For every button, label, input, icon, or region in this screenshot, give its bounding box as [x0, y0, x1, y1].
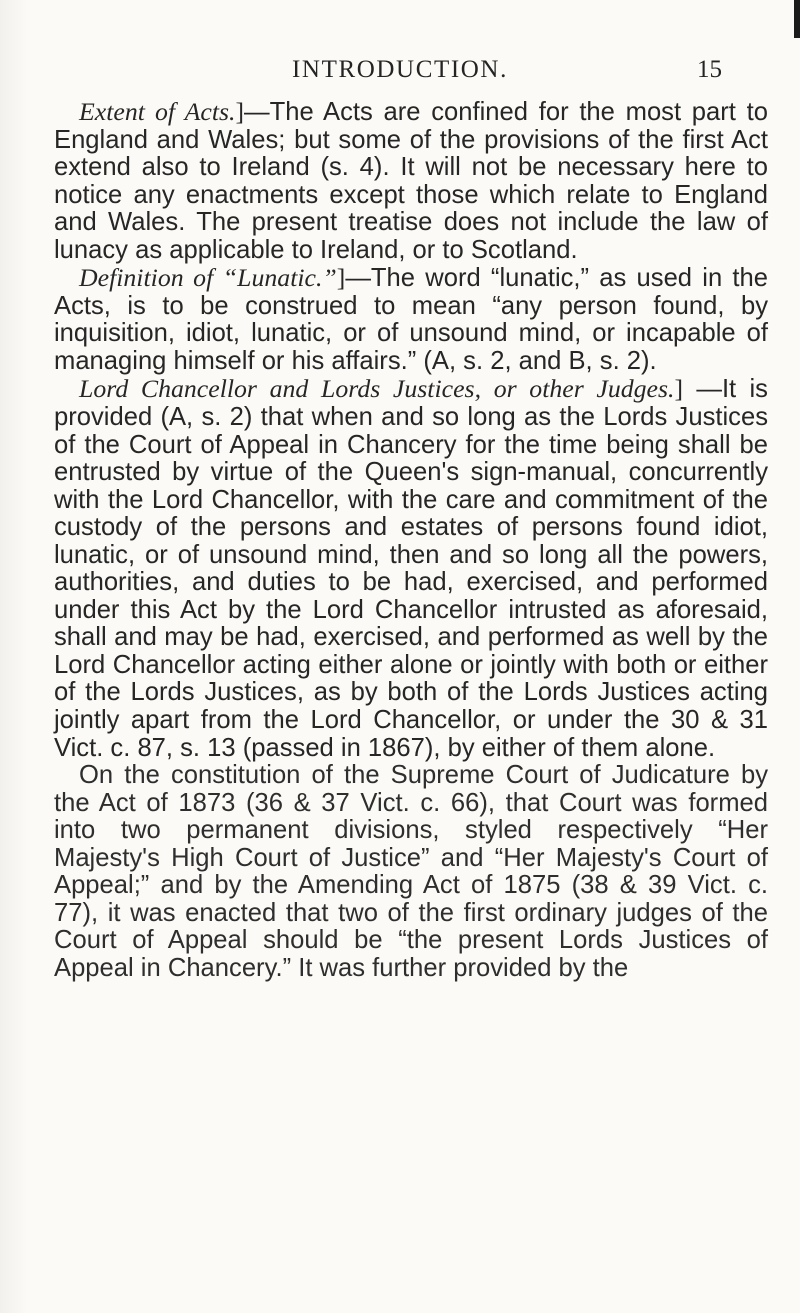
paragraph-lord-chancellor [54, 375, 768, 762]
section-heading-lord-chancellor: Lord Chancellor and Lords Justices, or other Judges. [79, 374, 675, 404]
section-heading-definition-of-lunatic: Definition of “Lunatic.” [79, 263, 337, 293]
page-header [0, 56, 800, 92]
heading-bracket: ] [336, 263, 346, 293]
paragraph-definition-of-lunatic [54, 264, 768, 375]
paragraph-extent-of-acts [54, 98, 768, 264]
section-heading-extent-of-acts: Extent of Acts. [79, 97, 236, 126]
running-title: INTRODUCTION. [292, 56, 508, 83]
paragraph-text: —The Acts are confined for the most part to England and Wales; but some of the provisions of the first Act extend also to Ireland (s. 4). It will not be necessary here to notice any enactments except those which relate to England and Wales. The present treatise does not include the law of lunacy as applicable to Ireland, or to Scotland. [54, 98, 768, 264]
page-fold-shadow [0, 0, 28, 1313]
scan-edge-mark [794, 0, 800, 38]
heading-bracket: ] [235, 97, 245, 126]
paragraph-text: On the constitution of the Supreme Court of Judicature by the Act of 1873 (36 & 37 Vict. c. 66), that Court was formed into two permanent divisions, styled respectively “Her Majesty's High Court of Justice” and “Her Majesty's Court of Appeal;” and by the Amending Act of 1875 (38 & 39 Vict. c. 77), it was enacted that two of the first ordinary judges of the Court of Appeal should be “the present Lords Justices of Appeal in Chancery.” It was further provided by the [54, 761, 768, 982]
page-number: 15 [697, 56, 722, 83]
paragraph-text: —The word “lunatic,” as used in the Acts, is to be construed to mean “any person found, by inquisition, idiot, lunatic, or of unsound mind, or incapable of managing himself or his affairs.” (A, s. 2, and B, s. 2). [54, 264, 768, 375]
paragraph-text: —It is provided (A, s. 2) that when and so long as the Lords Justices of the Court of Appeal in Chancery for the time being shall be entrusted by virtue of the Queen's sign-manual, concurrently with the Lord Chancellor, with the care and commitment of the custody of the persons and estates of persons found idiot, lunatic, or of unsound mind, then and so long all the powers, authorities, and duties to be had, exercised, and performed under this Act by the Lord Chancellor intrusted as aforesaid, shall and may be had, exercised, and performed as well by the Lord Chancellor acting either alone or jointly with both or either of the Lords Justices, as by both of the Lords Justices acting jointly apart from the Lord Chancellor, or under the 30 & 31 Vict. c. 87, s. 13 (passed in 1867), by either of them alone. [54, 375, 768, 762]
body-text [54, 98, 768, 983]
heading-bracket: ] [674, 374, 684, 404]
paragraph-supreme-court [54, 762, 768, 982]
